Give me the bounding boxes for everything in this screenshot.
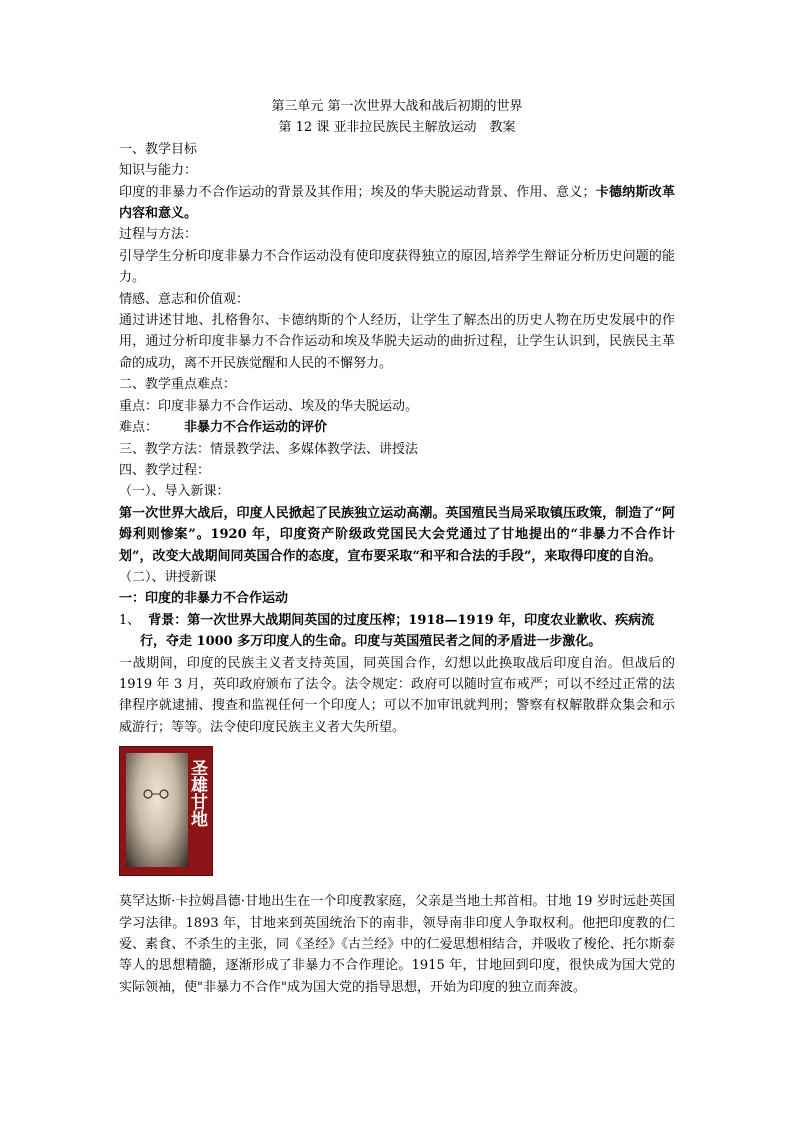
background-label: 背景： [148,612,188,628]
section-key-points-heading: 二、教学重点难点： [119,377,237,393]
book-title: 圣雄甘地 [187,759,207,828]
lesson-title: 第 12 课 亚非拉民族民主解放运动 教案 [278,120,516,136]
difficult-point [119,417,675,438]
background-number: 1、 [119,612,141,628]
gandhi-book-image [119,746,675,881]
difficult-text: 非暴力不合作运动的评价 [184,420,328,436]
background-item [119,610,675,653]
unit-title: 第三单元 第一次世界大战和战后初期的世界 [271,99,523,114]
step-teaching-heading: （二）、讲授新课 [119,569,217,585]
key-point: 重点：印度非暴力不合作运动、埃及的华夫脱运动。 [119,398,419,414]
book-cover [119,746,213,876]
process-label: 过程与方法： [119,227,198,243]
section-process-heading: 四、教学过程： [119,462,211,478]
knowledge-label: 知识与能力： [119,163,198,179]
knowledge-text [119,182,675,225]
section-objectives-heading: 一、教学目标 [119,141,198,157]
intro-paragraph: 第一次世界大战后，印度人民掀起了民族独立运动高潮。英国殖民当局采取镇压政策，制造了“阿姆利则惨案”。1920 年，印度资产阶级政党国民大会党通过了甘地提出的“非暴力不合作计划”，改变大战期间同英国合作的态度，宣布要采取“和平和合法的手段”，来取得印度的自治。 [119,505,675,564]
glasses-icon [136,789,180,799]
emotion-label: 情感、意志和价值观： [119,291,250,307]
gandhi-portrait [126,753,188,867]
gandhi-paragraph: 莫罕达斯·卡拉姆昌德·甘地出生在一个印度教家庭，父亲是当地土邦首相。甘地 19 岁时远赴英国学习法律。1893 年，甘地来到英国统治下的南非，领导南非印度人争取权利。他把印度教的仁爱、素食、不杀生的主张，同《圣经》《古兰经》中的仁爱思想相结合，并吸收了梭伦、托尔斯泰等人的思想精髓，逐渐形成了非暴力不合作理论。1915 年，甘地回到印度，很快成为国大党的实际领袖，使"非暴力不合作"成为国大党的指导思想，开始为印度的独立而奔波。 [119,894,675,995]
step-intro-heading: （一）、导入新课： [119,484,230,500]
section-methods-heading: 三、教学方法：情景教学法、多媒体教学法、讲授法 [119,441,419,457]
process-text: 引导学生分析印度非暴力不合作运动没有使印度获得独立的原因,培养学生辩证分析历史问题的能力。 [119,248,675,286]
lesson-plan-content [119,96,675,998]
part1-heading: 一：印度的非暴力不合作运动 [119,591,289,607]
knowledge-text-bold: 卡德纳斯改革内容和意义。 [119,184,675,222]
war-paragraph: 一战期间，印度的民族主义者支持英国，同英国合作，幻想以此换取战后印度自治。但战后的 1919 年 3 月，英印政府颁布了法令。法令规定：政府可以随时宣布戒严；可以不经过正常的法律程序就逮捕、搜查和监视任何一个印度人；可以不加审讯就判刑；警察有权解散群众集会和示威游行；等等。法令使印度民族主义者大失所望。 [119,655,675,735]
background-text: 第一次世界大战期间英国的过度压榨；1918—1919 年，印度农业歉收、疾病流行，夺走 1000 多万印度人的生命。印度与英国殖民者之间的矛盾进一步激化。 [140,612,655,650]
knowledge-text-plain: 印度的非暴力不合作运动的背景及其作用；埃及的华夫脱运动背景、作用、意义； [119,184,596,200]
difficult-label: 难点： [119,420,159,436]
emotion-text: 通过讲述甘地、扎格鲁尔、卡德纳斯的个人经历，让学生了解杰出的历史人物在历史发展中的作用，通过分析印度非暴力不合作运动和埃及华脱夫运动的曲折过程，让学生认识到，民族民主革命的成功，离不开民族觉醒和人民的不懈努力。 [119,313,675,371]
